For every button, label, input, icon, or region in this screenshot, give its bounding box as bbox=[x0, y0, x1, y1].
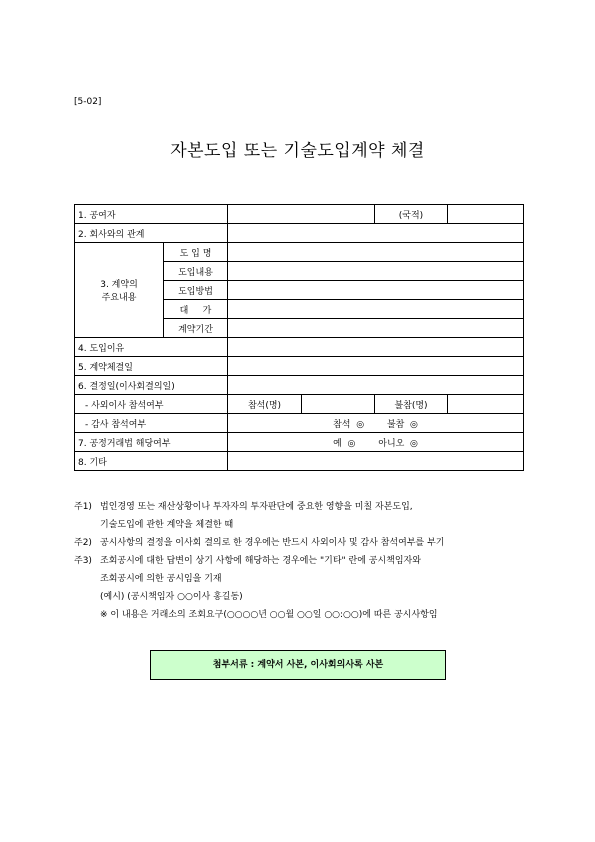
contract-main-label bbox=[75, 243, 164, 338]
field-value[interactable] bbox=[228, 205, 375, 224]
note-3 bbox=[74, 552, 534, 570]
note-text: 조회공시에 대한 답변이 상기 사항에 해당하는 경우에는 "기타" 란에 공시책임자와 bbox=[100, 556, 421, 566]
field-value[interactable] bbox=[228, 262, 524, 281]
note-example: (예시) (공시책임자 ○○이사 홍길동) bbox=[100, 592, 243, 602]
attachment-box: 첨부서류 : 계약서 사본, 이사회의사록 사본 bbox=[150, 650, 446, 680]
field-label: - 사외이사 참석여부 bbox=[75, 395, 228, 414]
contract-label-line1: 3. 계약의 bbox=[100, 280, 138, 290]
note-text: 공시사항의 결정을 이사회 결의로 한 경우에는 반드시 사외이사 및 감사 참석여부를 부기 bbox=[100, 538, 445, 548]
outside-director-present-value[interactable] bbox=[302, 395, 375, 414]
note-text: 기술도입에 관한 계약을 체결한 때 bbox=[100, 520, 234, 530]
table-row bbox=[75, 357, 524, 376]
outside-director-absent-label: 불참(명) bbox=[375, 395, 448, 414]
field-label: 6. 결정일(이사회결의일) bbox=[75, 376, 228, 395]
form-code: [5-02] bbox=[74, 97, 102, 107]
note-mark: 주3) bbox=[74, 556, 92, 566]
note-2 bbox=[74, 534, 534, 552]
disclosure-form-table bbox=[74, 204, 524, 471]
table-row bbox=[75, 224, 524, 243]
field-value[interactable] bbox=[228, 376, 524, 395]
fair-trade-options[interactable]: 예 ◎ 아니오 ◎ bbox=[228, 433, 524, 452]
field-value[interactable] bbox=[228, 224, 524, 243]
field-value[interactable] bbox=[228, 281, 524, 300]
table-row bbox=[75, 205, 524, 224]
nationality-value[interactable] bbox=[448, 205, 524, 224]
page-title: 자본도입 또는 기술도입계약 체결 bbox=[170, 141, 425, 161]
table-row bbox=[75, 376, 524, 395]
table-row bbox=[75, 433, 524, 452]
note-text: 조회공시에 의한 공시임을 기재 bbox=[100, 574, 222, 584]
note-remark: ※ 이 내용은 거래소의 조회요구(○○○○년 ○○월 ○○일 ○○:○○)에 따른 공시사항임 bbox=[100, 610, 438, 620]
table-row bbox=[75, 414, 524, 433]
field-value[interactable] bbox=[228, 338, 524, 357]
field-value[interactable] bbox=[228, 357, 524, 376]
field-label: 2. 회사와의 관계 bbox=[75, 224, 228, 243]
nationality-label: (국적) bbox=[375, 205, 448, 224]
sub-label: 도입내용 bbox=[164, 262, 228, 281]
note-mark: 주2) bbox=[74, 538, 92, 548]
field-label: 8. 기타 bbox=[75, 452, 228, 471]
sub-label: 계약기간 bbox=[164, 319, 228, 338]
sub-label: 도입방법 bbox=[164, 281, 228, 300]
field-value[interactable] bbox=[228, 452, 524, 471]
table-row bbox=[75, 338, 524, 357]
field-label: 7. 공정거래법 해당여부 bbox=[75, 433, 228, 452]
field-label: 4. 도입이유 bbox=[75, 338, 228, 357]
field-value[interactable] bbox=[228, 300, 524, 319]
table-row bbox=[75, 395, 524, 414]
table-row bbox=[75, 452, 524, 471]
auditor-attendance-options[interactable]: 참석 ◎ 불참 ◎ bbox=[228, 414, 524, 433]
field-label: - 감사 참석여부 bbox=[75, 414, 228, 433]
note-text: 법인경영 또는 재산상황이나 투자자의 투자판단에 중요한 영향을 미칠 자본도입, bbox=[100, 502, 413, 512]
outside-director-present-label: 참석(명) bbox=[228, 395, 302, 414]
contract-label-line2: 주요내용 bbox=[101, 293, 137, 303]
table-row bbox=[75, 243, 524, 262]
field-label: 5. 계약체결일 bbox=[75, 357, 228, 376]
note-mark: 주1) bbox=[74, 502, 92, 512]
notes-section bbox=[74, 498, 534, 624]
field-label: 1. 공여자 bbox=[75, 205, 228, 224]
sub-label: 도 입 명 bbox=[164, 243, 228, 262]
outside-director-absent-value[interactable] bbox=[448, 395, 524, 414]
field-value[interactable] bbox=[228, 243, 524, 262]
field-value[interactable] bbox=[228, 319, 524, 338]
note-1 bbox=[74, 498, 534, 516]
sub-label: 대 가 bbox=[164, 300, 228, 319]
